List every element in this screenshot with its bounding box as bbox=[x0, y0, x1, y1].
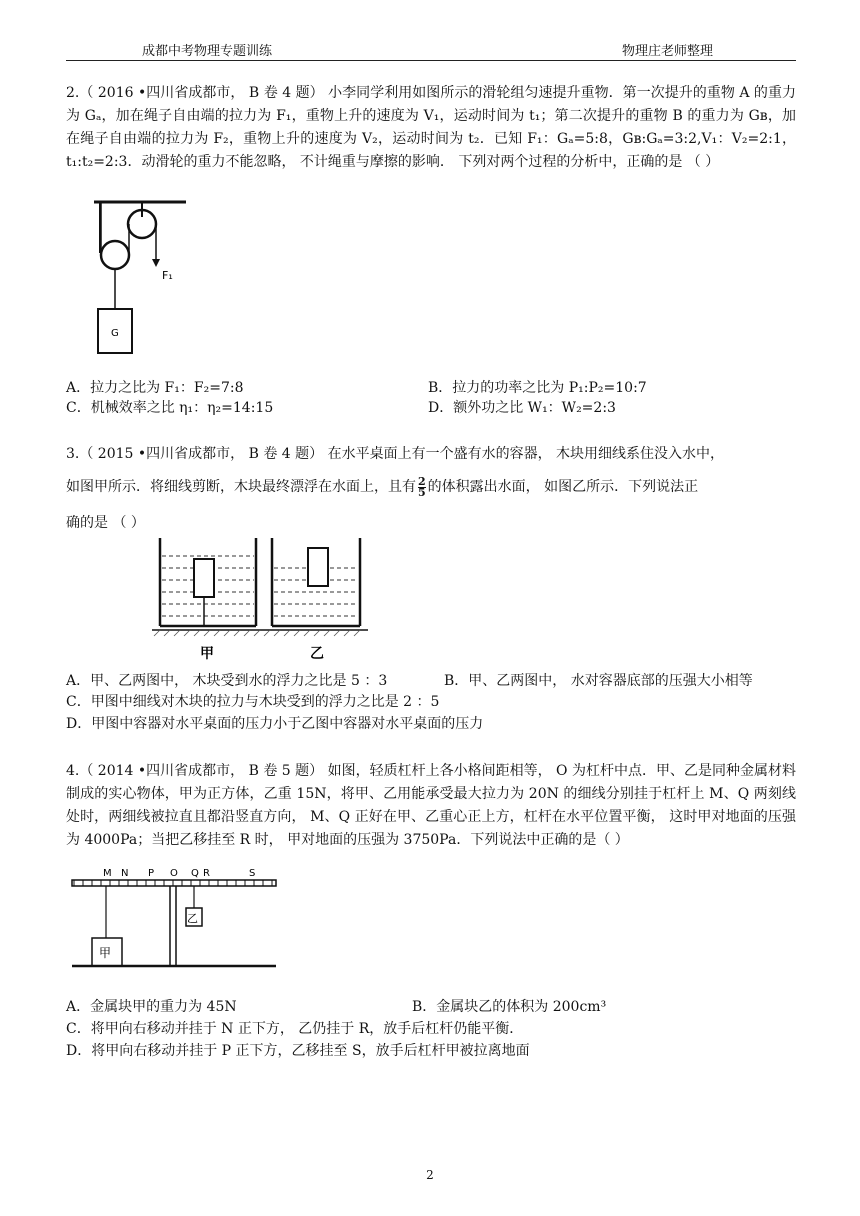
fraction-two-fifths: $\frac{2}{5}$ bbox=[418, 474, 426, 499]
q3-stem-line2b: 的体积露出水面， 如图乙所示．下列说法正 bbox=[427, 479, 699, 495]
lever-label-m: M bbox=[103, 868, 112, 879]
header-left: 成都中考物理专题训练 bbox=[142, 44, 273, 59]
lever-label-o: O bbox=[170, 868, 178, 879]
q3-option-d[interactable]: D．甲图中容器对水平桌面的压力小于乙图中容器对水平桌面的压力 bbox=[66, 716, 484, 732]
header-right: 物理庄老师整理 bbox=[622, 44, 714, 59]
q4-option-d[interactable]: D．将甲向右移动并挂于 P 正下方，乙移挂至 S，放手后杠杆甲被拉离地面 bbox=[66, 1043, 530, 1059]
q2-pulley-figure bbox=[90, 197, 190, 363]
label-yi: 乙 bbox=[310, 646, 324, 662]
weight-label: G bbox=[111, 328, 119, 339]
lever-label-n: N bbox=[121, 868, 129, 879]
q3-stem-line2 bbox=[66, 476, 698, 498]
q2-option-c[interactable]: C．机械效率之比 η₁：η₂=14:15 bbox=[66, 400, 274, 416]
label-jia: 甲 bbox=[200, 646, 214, 662]
block-yi-label: 乙 bbox=[187, 912, 198, 925]
lever-label-p: P bbox=[148, 868, 155, 879]
lever-label-s: S bbox=[249, 868, 256, 879]
q3-container-figure bbox=[152, 532, 368, 666]
q3-stem-line2a: 如图甲所示．将细线剪断，木块最终漂浮在水面上，且有 bbox=[66, 479, 416, 495]
lever-label-r: R bbox=[203, 868, 210, 879]
q3-option-b[interactable]: B．甲、乙两图中， 水对容器底部的压强大小相等 bbox=[444, 673, 753, 689]
lever-label-q: Q bbox=[191, 868, 199, 879]
q2-option-a[interactable]: A．拉力之比为 F₁：F₂=7:8 bbox=[66, 380, 244, 396]
q4-option-c[interactable]: C．将甲向右移动并挂于 N 正下方， 乙仍挂于 R，放手后杠杆仍能平衡． bbox=[66, 1021, 524, 1037]
force-label: F₁ bbox=[162, 269, 173, 282]
q4-option-b[interactable]: B．金属块乙的体积为 200cm³ bbox=[412, 999, 607, 1015]
block-jia-label: 甲 bbox=[99, 946, 112, 960]
q3-stem-line3: 确的是 （ ） bbox=[66, 515, 145, 531]
q2-stem: 2.（ 2016 •四川省成都市， B 卷 4 题） 小李同学利用如图所示的滑轮组匀速提升重物．第一次提升的重物 A 的重力为 Gₐ，加在绳子自由端的拉力为 F₁，重物上升的速度为 V₁，运动时间为 t₁；第二次提升的重物 B 的重力为 Gʙ，加在绳子自由端的拉力为 F₂，重物上升的速度为 V₂，运动时间为 t₂．已知 F₁：Gₐ=5:8，Gʙ:Gₐ=3:2,V₁：V₂=2:1，t₁:t₂=2:3．动滑轮的重力不能忽略， 不计绳重与摩擦的影响． 下列对两个过程的分析中，正确的是 （ ） bbox=[66, 85, 796, 170]
q2-option-d[interactable]: D．额外功之比 W₁：W₂=2:3 bbox=[428, 400, 616, 416]
header-rule bbox=[66, 60, 796, 61]
q4-lever-figure bbox=[66, 862, 282, 972]
page-number: 2 bbox=[426, 1168, 434, 1182]
q4-stem: 4.（ 2014 •四川省成都市， B 卷 5 题） 如图，轻质杠杆上各小格间距相等， O 为杠杆中点．甲、乙是同种金属材料制成的实心物体，甲为正方体，乙重 15N，将甲、乙用能承受最大拉力为 20N 的细线分别挂于杠杆上 M、Q 两刻线处时，两细线被拉直且都沿竖直方向， M、Q 正好在甲、乙重心正上方，杠杆在水平位置平衡， 这时甲对地面的压强为 4000Pa；当把乙移挂至 R 时， 甲对地面的压强为 3750Pa．下列说法中正确的是（ ） bbox=[66, 763, 796, 848]
q3-option-c[interactable]: C．甲图中细线对木块的拉力与木块受到的浮力之比是 2 ：5 bbox=[66, 694, 440, 710]
q4-option-a[interactable]: A．金属块甲的重力为 45N bbox=[66, 999, 237, 1015]
q3-stem-line1: 3.（ 2015 •四川省成都市， B 卷 4 题） 在水平桌面上有一个盛有水的容器， 木块用细线系住没入水中， bbox=[66, 446, 725, 462]
q2-option-b[interactable]: B．拉力的功率之比为 P₁:P₂=10:7 bbox=[428, 380, 647, 396]
q3-option-a[interactable]: A．甲、乙两图中， 木块受到水的浮力之比是 5 ：3 bbox=[66, 673, 388, 689]
